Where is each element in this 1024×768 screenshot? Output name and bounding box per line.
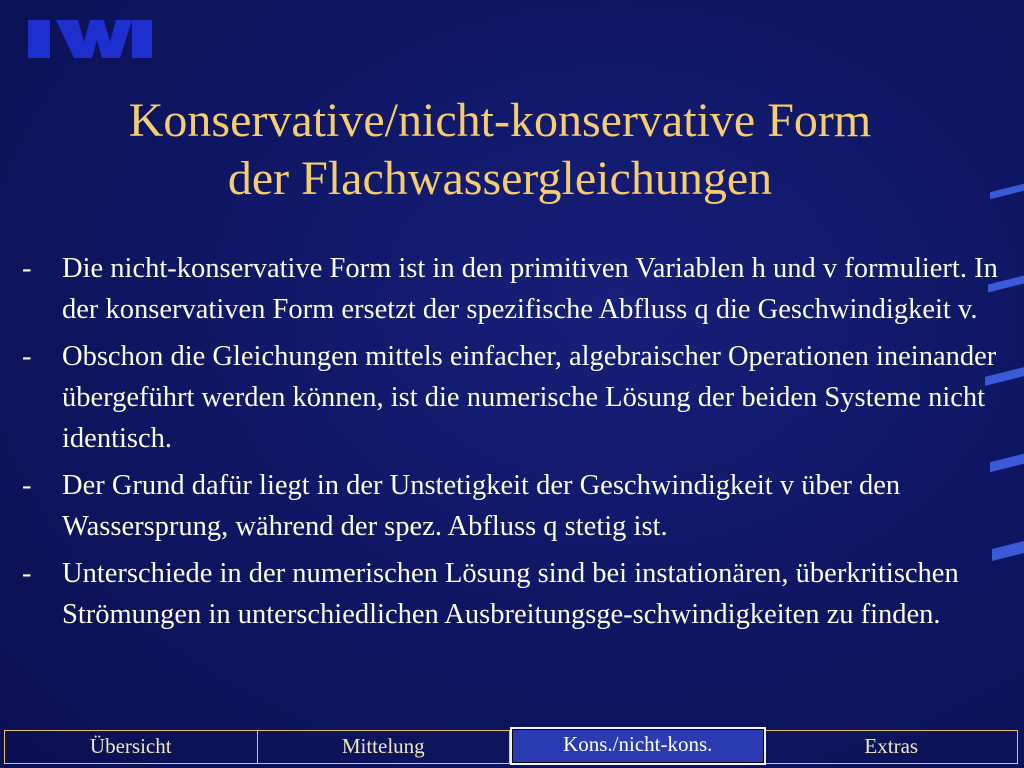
- iwi-logo: [28, 18, 152, 60]
- title-line-1: Konservative/nicht-konservative Form: [128, 94, 872, 147]
- tab-extras[interactable]: Extras: [864, 734, 919, 758]
- tab-kons-nicht-kons[interactable]: Kons./nicht-kons.: [510, 727, 766, 765]
- slide-title: [0, 92, 1000, 208]
- bullet-marker: -: [22, 470, 32, 501]
- tab-uebersicht[interactable]: Übersicht: [5, 731, 258, 763]
- bullet-marker: -: [22, 558, 32, 589]
- bullet-list: [22, 248, 1012, 641]
- bullet-item: [22, 336, 1012, 459]
- bullet-item: [22, 465, 1012, 547]
- navigation-bar: [4, 730, 1018, 764]
- bullet-text: Die nicht-konservative Form ist in den primitiven Variablen h und v formuliert. In der konservativen Form ersetzt der spezifische Abfluss q die Geschwindigkeit v.: [62, 253, 998, 325]
- bullet-text: Unterschiede in der numerischen Lösung sind bei instationären, überkritischen Strömungen in unterschiedlichen Ausbreitungsge-schwindigkeiten zu finden.: [62, 558, 959, 630]
- bullet-marker: -: [22, 341, 32, 372]
- bullet-text: Der Grund dafür liegt in der Unstetigkeit der Geschwindigkeit v über den Wassersprung, während der spez. Abfluss q stetig ist.: [62, 470, 901, 542]
- bullet-item: [22, 248, 1012, 330]
- title-line-2: der Flachwassergleichungen: [227, 152, 773, 205]
- bullet-text: Obschon die Gleichungen mittels einfacher, algebraischer Operationen ineinander übergeführt werden können, ist die numerische Lösung der beiden Systeme nicht identisch.: [62, 341, 997, 454]
- tab-mittelung[interactable]: Mittelung: [258, 731, 511, 763]
- bullet-item: [22, 553, 1012, 635]
- bullet-marker: -: [22, 253, 32, 284]
